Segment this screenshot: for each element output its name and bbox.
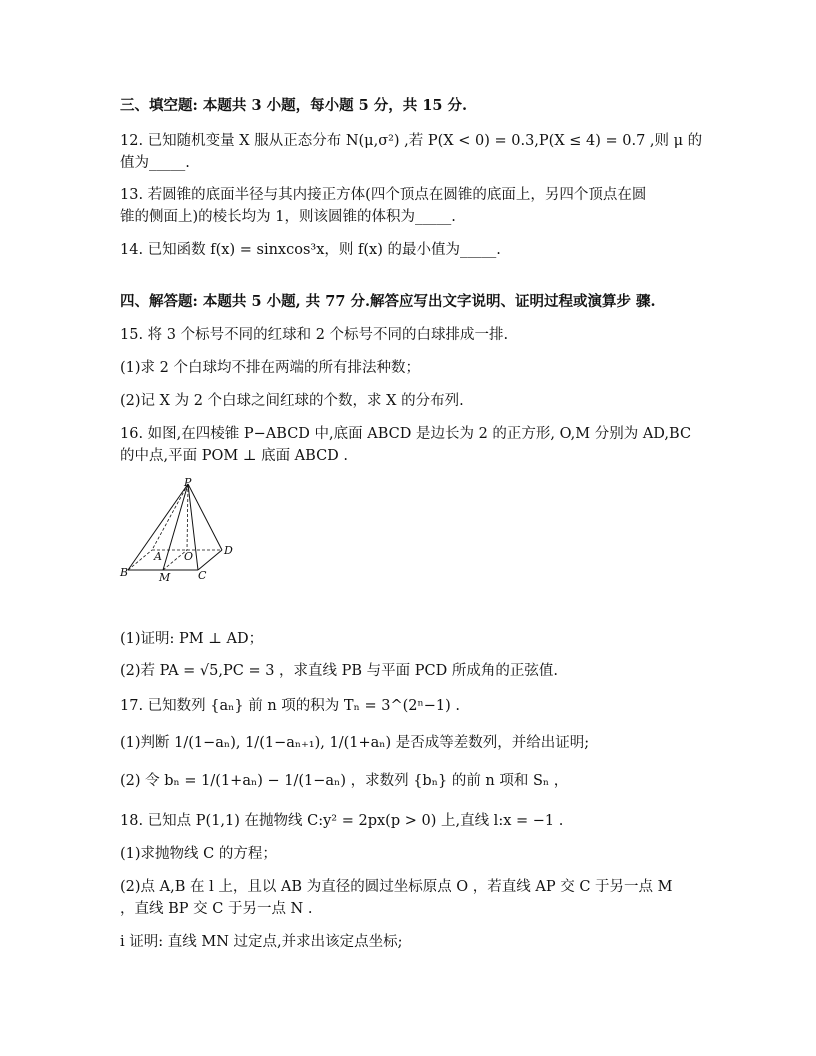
edge-CD — [198, 550, 222, 570]
question-17: 17. 已知数列 {aₙ} 前 n 项的积为 Tₙ = 3^(2ⁿ−1) . — [120, 698, 461, 714]
edge-PA — [152, 484, 188, 550]
question-18-subpart-i: ⅰ 证明: 直线 MN 过定点,并求出该定点坐标; — [120, 934, 403, 950]
label-A: A — [154, 550, 162, 563]
label-P: P — [184, 478, 192, 489]
question-12-line-1: 12. 已知随机变量 X 服从正态分布 N(μ,σ²) ,若 P(X < 0) = 0.3,P(X ≤ 4) = 0.7 ,则 μ 的 — [120, 133, 703, 149]
label-B: B — [120, 566, 129, 579]
question-15-part-2: (2)记 X 为 2 个白球之间红球的个数，求 X 的分布列. — [120, 393, 464, 409]
question-14: 14. 已知函数 f(x) = sinxcos³x，则 f(x) 的最小值为_____. — [120, 242, 501, 258]
question-16-part-1: (1)证明: PM ⊥ AD； — [120, 631, 264, 647]
question-18-part-2-line-2: ，直线 BP 交 C 于另一点 N . — [120, 901, 313, 917]
question-15: 15. 将 3 个标号不同的红球和 2 个标号不同的白球排成一排. — [120, 327, 509, 343]
question-15-part-1: (1)求 2 个白球均不排在两端的所有排法种数； — [120, 360, 420, 376]
question-16-part-2: (2)若 PA = √5,PC = 3 ，求直线 PB 与平面 PCD 所成角的正弦值. — [120, 663, 558, 679]
edge-PD — [188, 484, 222, 550]
label-D: D — [224, 544, 233, 557]
question-16-line-2: 的中点,平面 POM ⊥ 底面 ABCD . — [120, 448, 349, 464]
question-13-line-2: 锥的侧面上)的棱长均为 1，则该圆锥的体积为_____. — [120, 209, 456, 225]
label-C: C — [198, 569, 207, 582]
question-17-part-1: (1)判断 1/(1−aₙ), 1/(1−aₙ₊₁), 1/(1+aₙ) 是否成等差数列，并给出证明; — [120, 735, 590, 751]
label-O: O — [184, 550, 194, 563]
question-16-line-1: 16. 如图,在四棱锥 P−ABCD 中,底面 ABCD 是边长为 2 的正方形, O,M 分别为 AD,BC — [120, 426, 692, 442]
section-heading-answer: 四、解答题: 本题共 5 小题, 共 77 分.解答应写出文字说明、证明过程或演算步 骤. — [120, 293, 656, 310]
question-18: 18. 已知点 P(1,1) 在抛物线 C:y² = 2px(p > 0) 上,直线 l:x = −1 . — [120, 813, 564, 829]
question-18-part-2-line-1: (2)点 A,B 在 l 上，且以 AB 为直径的圆过坐标原点 O ，若直线 AP 交 C 于另一点 M — [120, 879, 673, 895]
segment-PO — [187, 484, 188, 550]
label-M: M — [159, 571, 171, 584]
question-13-line-1: 13. 若圆锥的底面半径与其内接正方体(四个顶点在圆锥的底面上，另四个顶点在圆 — [120, 187, 647, 203]
pyramid-figure — [118, 478, 238, 588]
pyramid-diagram — [118, 478, 238, 588]
section-heading-fill-in: 三、填空题: 本题共 3 小题，每小题 5 分，共 15 分. — [120, 97, 468, 114]
question-12-line-2: 值为_____. — [120, 155, 190, 171]
question-17-part-2: (2) 令 bₙ = 1/(1+aₙ) − 1/(1−aₙ) ，求数列 {bₙ} 的前 n 项和 Sₙ ， — [120, 773, 569, 789]
question-18-part-1: (1)求抛物线 C 的方程； — [120, 846, 277, 862]
